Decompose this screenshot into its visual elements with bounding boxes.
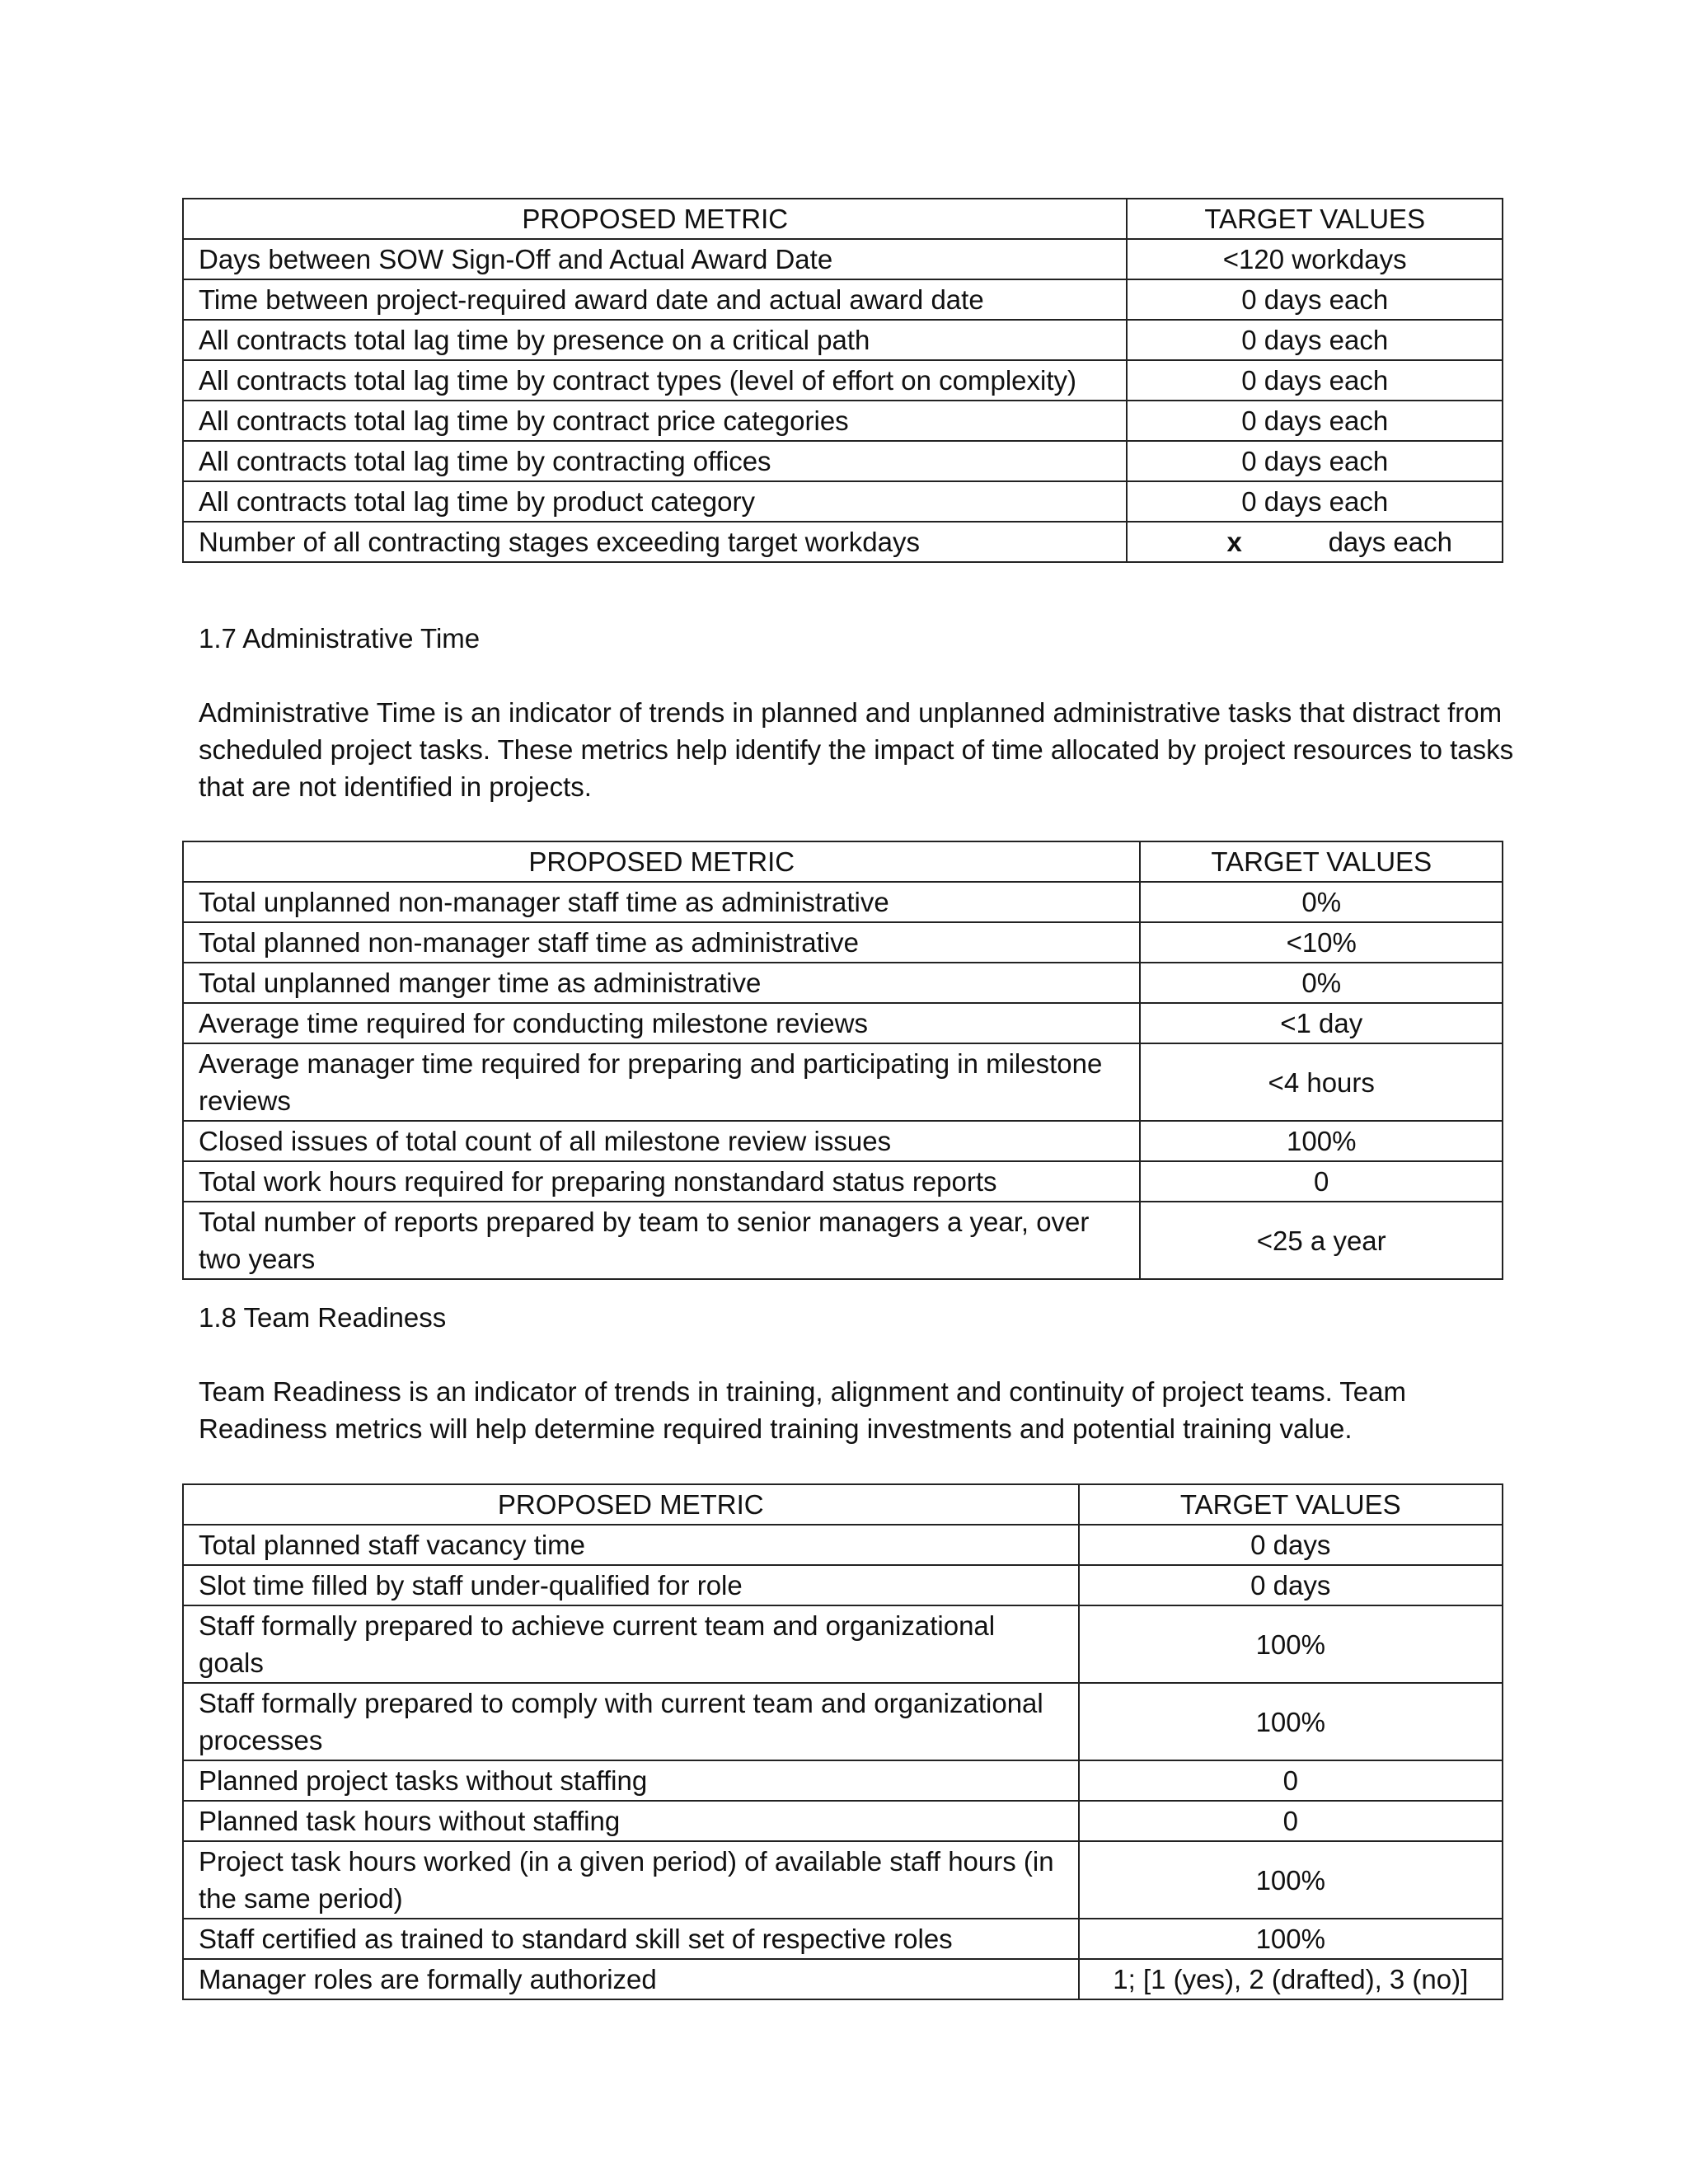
- target-cell: 0 days: [1079, 1565, 1503, 1605]
- column-header-metric: PROPOSED METRIC: [183, 841, 1140, 882]
- metric-cell: Total work hours required for preparing nonstandard status reports: [183, 1161, 1140, 1202]
- target-cell: 0: [1079, 1801, 1503, 1841]
- column-header-target: TARGET VALUES: [1079, 1484, 1503, 1525]
- metric-cell: Planned project tasks without staffing: [183, 1760, 1079, 1801]
- target-cell: 1; [1 (yes), 2 (drafted), 3 (no)]: [1079, 1959, 1503, 1999]
- target-cell: 0 days each: [1127, 441, 1503, 481]
- table-row: [183, 1760, 1503, 1801]
- metric-cell: Number of all contracting stages exceeding target workdays: [183, 522, 1127, 562]
- metric-cell: Total number of reports prepared by team to senior managers a year, over two years: [183, 1202, 1140, 1279]
- target-cell: 100%: [1079, 1683, 1503, 1760]
- metric-cell: Days between SOW Sign-Off and Actual Award Date: [183, 239, 1127, 279]
- target-cell: 100%: [1079, 1605, 1503, 1683]
- metric-cell: Project task hours worked (in a given period) of available staff hours (in the same period): [183, 1841, 1079, 1919]
- table-row: [183, 441, 1503, 481]
- target-cell: <4 hours: [1140, 1043, 1503, 1121]
- table-row: [183, 401, 1503, 441]
- table-row: [183, 279, 1503, 320]
- table-header-row: [183, 841, 1503, 882]
- column-header-metric: PROPOSED METRIC: [183, 199, 1127, 239]
- column-header-target: TARGET VALUES: [1140, 841, 1503, 882]
- column-header-metric: PROPOSED METRIC: [183, 1484, 1079, 1525]
- metric-cell: Closed issues of total count of all milestone review issues: [183, 1121, 1140, 1161]
- target-cell: 0 days each: [1127, 481, 1503, 522]
- table-row: [183, 1605, 1503, 1683]
- table-row: [183, 239, 1503, 279]
- table-row: [183, 522, 1503, 562]
- table-row: [183, 882, 1503, 922]
- table-row: [183, 1919, 1503, 1959]
- section-paragraph-administrative-time: Administrative Time is an indicator of trends in planned and unplanned administrative tasks that distract from scheduled project tasks. These metrics help identify the impact of time allocated by project resources to tasks that are not identified in projects.: [199, 697, 1514, 802]
- metric-cell: Average manager time required for preparing and participating in milestone reviews: [183, 1043, 1140, 1121]
- target-cell: <10%: [1140, 922, 1503, 963]
- contracting-metrics-table: [182, 198, 1503, 563]
- target-cell: <1 day: [1140, 1003, 1503, 1043]
- table-row: [183, 1683, 1503, 1760]
- table-row: [183, 1003, 1503, 1043]
- section-heading-administrative-time: 1.7 Administrative Time: [199, 623, 481, 654]
- target-cell: 0: [1079, 1760, 1503, 1801]
- target-cell: 0 days each: [1127, 279, 1503, 320]
- table-row: [183, 1801, 1503, 1841]
- table-row: [183, 1161, 1503, 1202]
- target-cell: 0: [1140, 1161, 1503, 1202]
- column-header-target: TARGET VALUES: [1127, 199, 1503, 239]
- team-readiness-metrics-table: [182, 1483, 1503, 2000]
- metric-cell: Total unplanned non-manager staff time as administrative: [183, 882, 1140, 922]
- target-cell: 100%: [1079, 1841, 1503, 1919]
- target-cell: [1127, 522, 1503, 562]
- metric-cell: All contracts total lag time by presence on a critical path: [183, 320, 1127, 360]
- target-cell: <120 workdays: [1127, 239, 1503, 279]
- section-heading-team-readiness: 1.8 Team Readiness: [199, 1302, 447, 1333]
- metric-cell: All contracts total lag time by contract types (level of effort on complexity): [183, 360, 1127, 401]
- table-header-row: [183, 1484, 1503, 1525]
- metric-cell: Slot time filled by staff under-qualified for role: [183, 1565, 1079, 1605]
- table-row: [183, 1121, 1503, 1161]
- table-row: [183, 1202, 1503, 1279]
- placeholder-x: x: [1226, 527, 1242, 557]
- metric-cell: All contracts total lag time by product category: [183, 481, 1127, 522]
- metric-cell: Staff certified as trained to standard skill set of respective roles: [183, 1919, 1079, 1959]
- table-row: [183, 1565, 1503, 1605]
- target-cell: 100%: [1079, 1919, 1503, 1959]
- target-cell: 0%: [1140, 882, 1503, 922]
- table-row: [183, 1841, 1503, 1919]
- target-unit-text: days each: [1328, 527, 1452, 557]
- metric-cell: Total planned non-manager staff time as administrative: [183, 922, 1140, 963]
- metric-cell: Total unplanned manger time as administrative: [183, 963, 1140, 1003]
- table-row: [183, 1525, 1503, 1565]
- target-cell: 0%: [1140, 963, 1503, 1003]
- metric-cell: Manager roles are formally authorized: [183, 1959, 1079, 1999]
- metric-cell: Average time required for conducting milestone reviews: [183, 1003, 1140, 1043]
- table-row: [183, 922, 1503, 963]
- target-cell: 0 days each: [1127, 360, 1503, 401]
- target-cell: 0 days each: [1127, 320, 1503, 360]
- metric-cell: All contracts total lag time by contracting offices: [183, 441, 1127, 481]
- table-row: [183, 1959, 1503, 1999]
- table-row: [183, 360, 1503, 401]
- metric-cell: Time between project-required award date and actual award date: [183, 279, 1127, 320]
- metric-cell: Staff formally prepared to achieve current team and organizational goals: [183, 1605, 1079, 1683]
- table-row: [183, 1043, 1503, 1121]
- table-row: [183, 320, 1503, 360]
- metric-cell: All contracts total lag time by contract price categories: [183, 401, 1127, 441]
- table-row: [183, 963, 1503, 1003]
- target-cell: 0 days: [1079, 1525, 1503, 1565]
- section-paragraph-team-readiness: Team Readiness is an indicator of trends in training, alignment and continuity of project teams. Team Readiness metrics will help determine required training investments and potential training value.: [199, 1376, 1407, 1444]
- metric-cell: Total planned staff vacancy time: [183, 1525, 1079, 1565]
- metric-cell: Planned task hours without staffing: [183, 1801, 1079, 1841]
- table-row: [183, 481, 1503, 522]
- target-cell: <25 a year: [1140, 1202, 1503, 1279]
- target-cell: 0 days each: [1127, 401, 1503, 441]
- target-cell: 100%: [1140, 1121, 1503, 1161]
- metric-cell: Staff formally prepared to comply with current team and organizational processes: [183, 1683, 1079, 1760]
- table-header-row: [183, 199, 1503, 239]
- administrative-time-metrics-table: [182, 841, 1503, 1280]
